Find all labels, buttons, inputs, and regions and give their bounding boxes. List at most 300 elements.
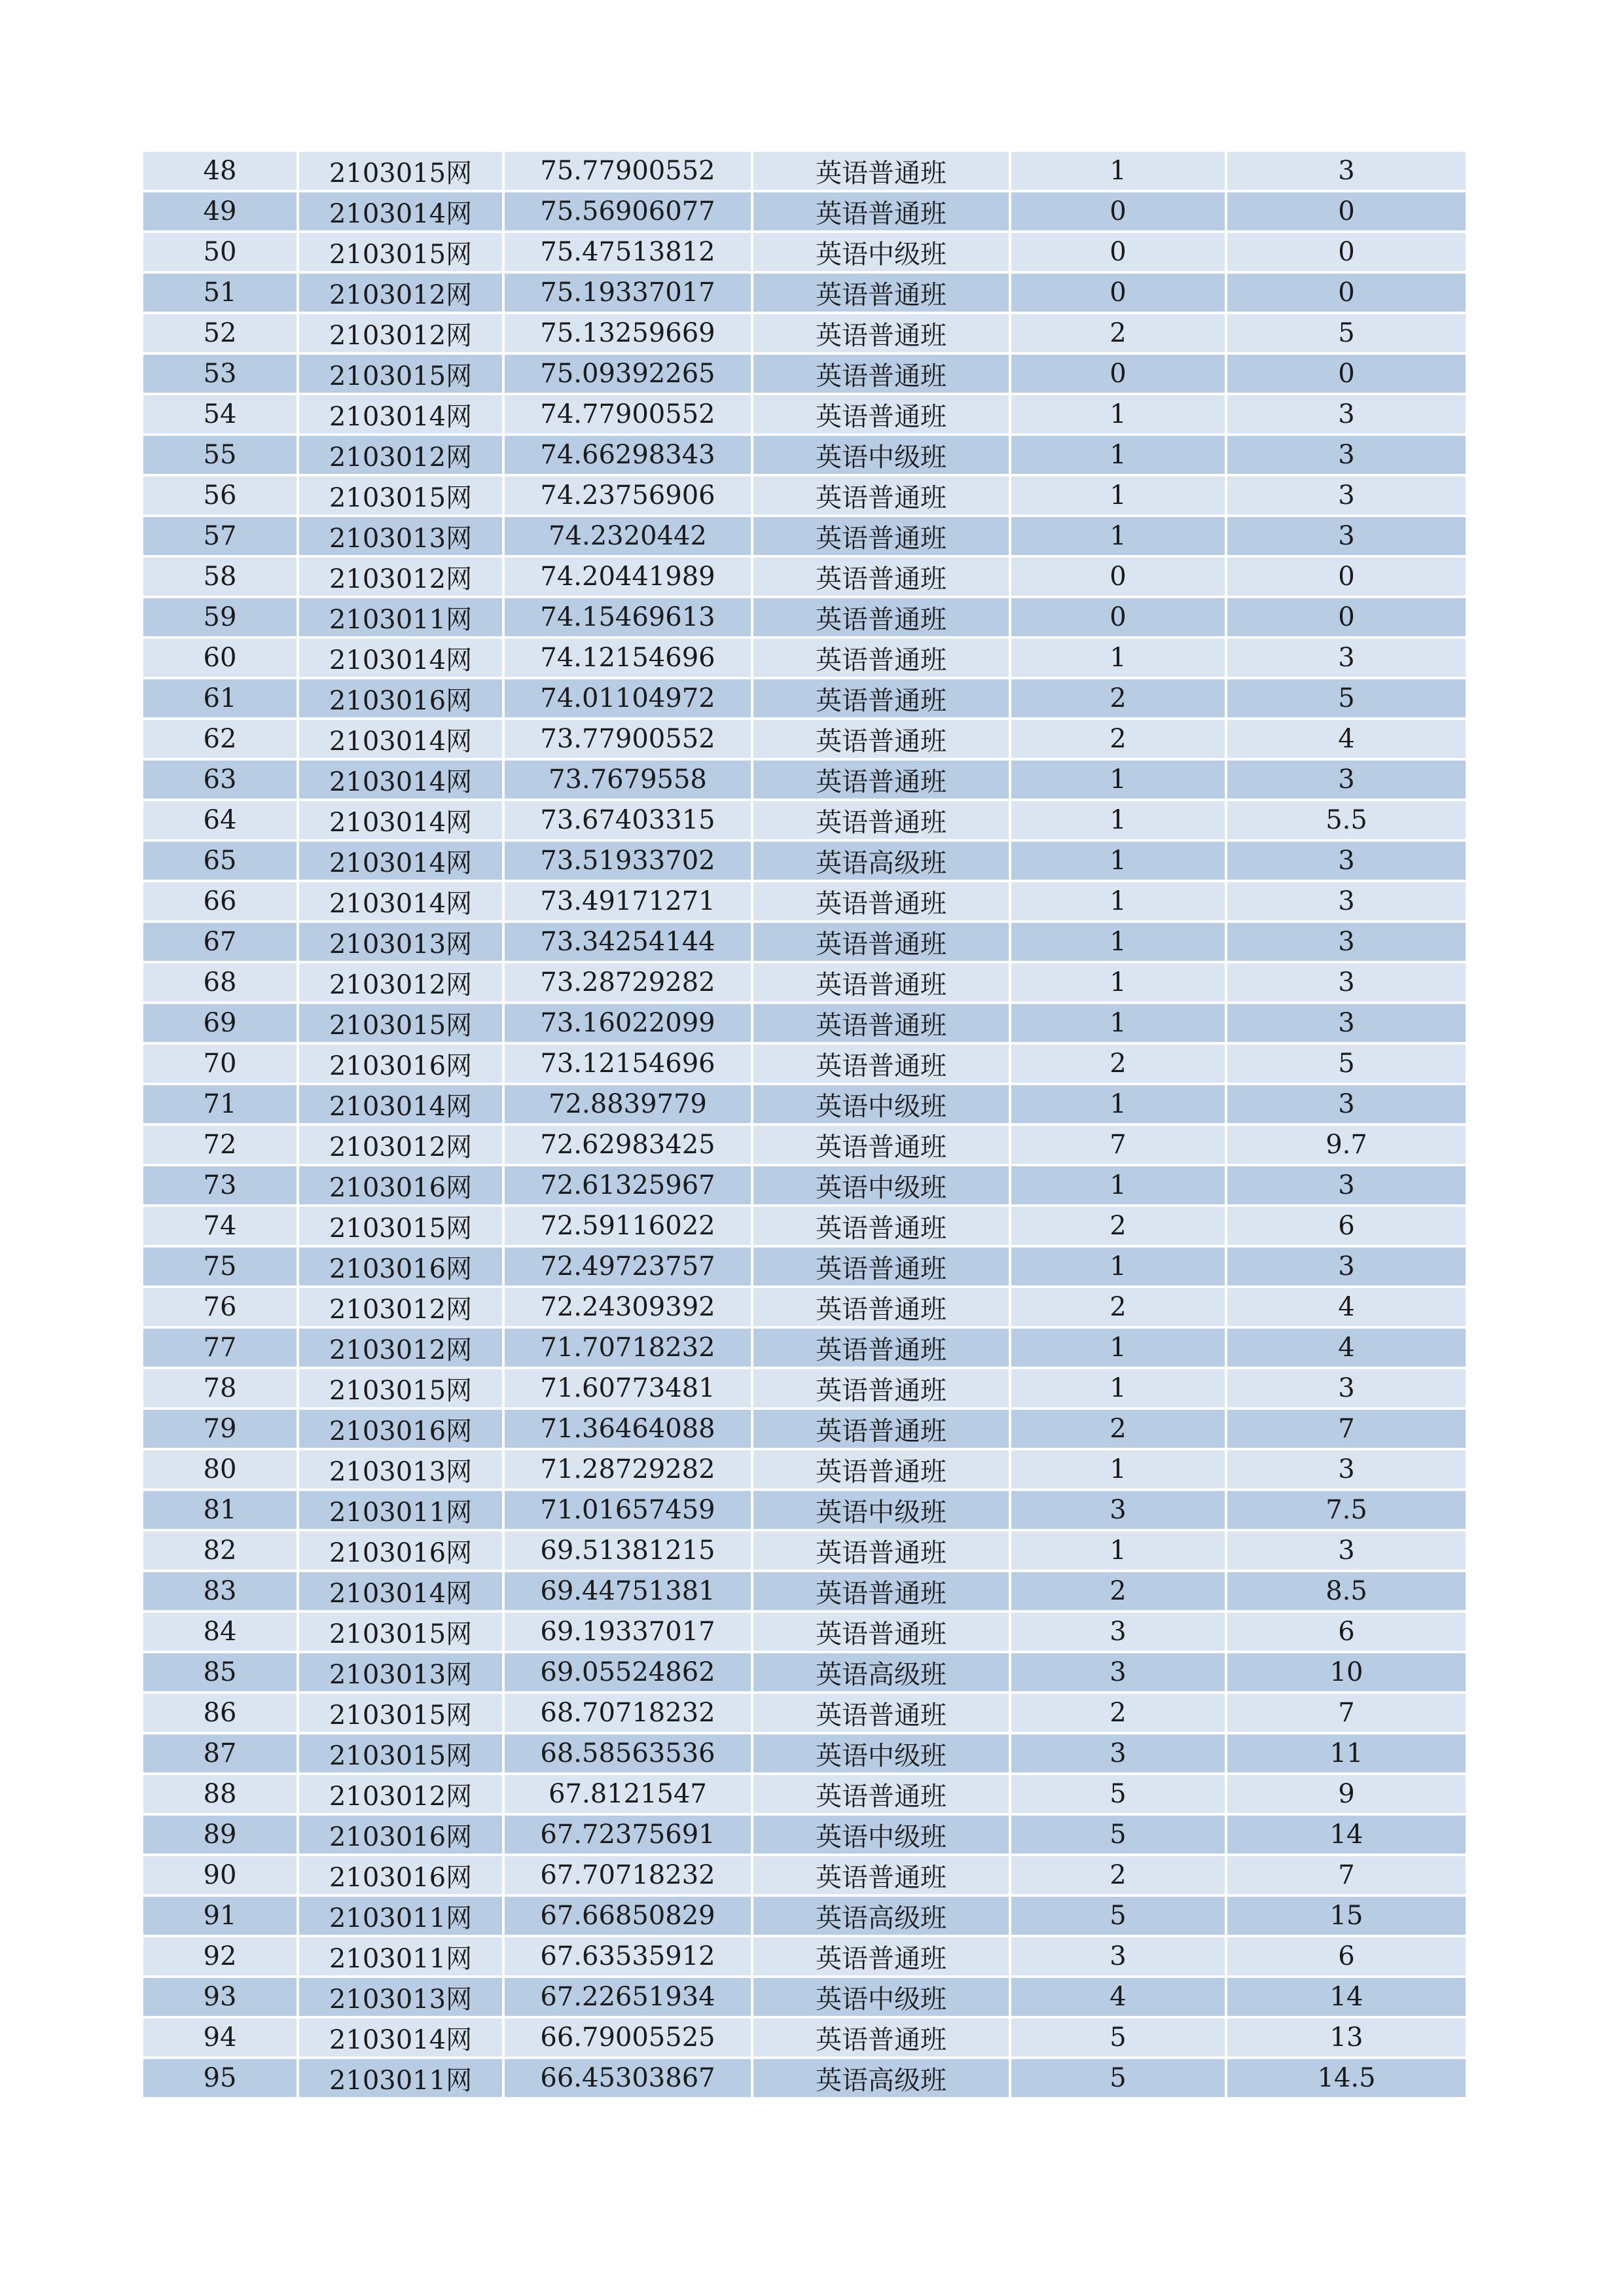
score-cell: 66.45303867 [505,2059,751,2097]
rank-cell: 55 [143,436,297,474]
score-cell: 71.60773481 [505,1369,751,1407]
score-cell: 67.70718232 [505,1856,751,1894]
count-cell: 1 [1011,923,1225,961]
points-cell: 3 [1227,882,1466,920]
class-id-cell: 2103016网 [299,1166,502,1204]
table-row [143,436,1466,474]
points-cell: 10 [1227,1653,1466,1691]
points-cell: 4 [1227,1288,1466,1326]
table-row [143,1816,1466,1854]
table-row [143,355,1466,393]
english-level-cell: 英语普通班 [753,679,1009,717]
count-cell: 1 [1011,1450,1225,1488]
english-level-cell: 英语普通班 [753,720,1009,758]
count-cell: 7 [1011,1126,1225,1164]
score-cell: 67.63535912 [505,1937,751,1975]
table-row [143,1410,1466,1448]
rank-cell: 75 [143,1247,297,1285]
count-cell: 3 [1011,1937,1225,1975]
table-row [143,395,1466,433]
class-id-cell: 2103014网 [299,2018,502,2056]
class-id-cell: 2103015网 [299,233,502,271]
class-id-cell: 2103014网 [299,192,502,230]
table-row [143,1572,1466,1610]
class-id-cell: 2103013网 [299,517,502,555]
table-row [143,1775,1466,1813]
class-id-cell: 2103012网 [299,1775,502,1813]
rank-cell: 48 [143,152,297,190]
count-cell: 3 [1011,1491,1225,1529]
points-cell: 9 [1227,1775,1466,1813]
count-cell: 1 [1011,476,1225,514]
rank-cell: 57 [143,517,297,555]
count-cell: 2 [1011,1694,1225,1732]
english-level-cell: 英语普通班 [753,1004,1009,1042]
points-cell: 3 [1227,1450,1466,1488]
rank-cell: 64 [143,801,297,839]
class-id-cell: 2103015网 [299,1613,502,1651]
english-level-cell: 英语普通班 [753,355,1009,393]
class-id-cell: 2103012网 [299,1329,502,1367]
english-level-cell: 英语中级班 [753,233,1009,271]
points-cell: 3 [1227,842,1466,880]
points-cell: 6 [1227,1613,1466,1651]
class-id-cell: 2103015网 [299,1734,502,1772]
points-cell: 7 [1227,1694,1466,1732]
table-row [143,1207,1466,1245]
class-id-cell: 2103016网 [299,1532,502,1570]
table-row [143,639,1466,677]
table-row [143,1247,1466,1285]
count-cell: 0 [1011,233,1225,271]
points-cell: 3 [1227,963,1466,1001]
english-level-cell: 英语普通班 [753,801,1009,839]
table-row [143,1329,1466,1367]
english-level-cell: 英语普通班 [753,1288,1009,1326]
rank-cell: 86 [143,1694,297,1732]
points-cell: 15 [1227,1897,1466,1935]
english-level-cell: 英语普通班 [753,395,1009,433]
english-level-cell: 英语普通班 [753,2018,1009,2056]
count-cell: 2 [1011,1045,1225,1083]
table-row [143,1856,1466,1894]
table-body [143,152,1466,2097]
table-row [143,1085,1466,1123]
table-row [143,192,1466,230]
count-cell: 1 [1011,517,1225,555]
table-row [143,1045,1466,1083]
score-cell: 69.19337017 [505,1613,751,1651]
table-row [143,152,1466,190]
count-cell: 2 [1011,1856,1225,1894]
count-cell: 3 [1011,1613,1225,1651]
table-row [143,2018,1466,2056]
english-level-cell: 英语中级班 [753,436,1009,474]
table-row [143,1897,1466,1935]
score-cell: 72.24309392 [505,1288,751,1326]
english-level-cell: 英语普通班 [753,1450,1009,1488]
score-cell: 73.12154696 [505,1045,751,1083]
points-cell: 3 [1227,1085,1466,1123]
score-cell: 73.16022099 [505,1004,751,1042]
rank-cell: 50 [143,233,297,271]
score-cell: 73.34254144 [505,923,751,961]
class-id-cell: 2103012网 [299,436,502,474]
rank-cell: 78 [143,1369,297,1407]
class-id-cell: 2103015网 [299,1004,502,1042]
score-cell: 74.77900552 [505,395,751,433]
count-cell: 1 [1011,842,1225,880]
table-row [143,923,1466,961]
rank-cell: 65 [143,842,297,880]
rank-cell: 83 [143,1572,297,1610]
points-cell: 4 [1227,1329,1466,1367]
english-level-cell: 英语普通班 [753,1247,1009,1285]
points-cell: 7 [1227,1856,1466,1894]
count-cell: 1 [1011,1166,1225,1204]
count-cell: 2 [1011,679,1225,717]
table-row [143,517,1466,555]
english-level-cell: 英语普通班 [753,558,1009,596]
count-cell: 0 [1011,192,1225,230]
points-cell: 5 [1227,1045,1466,1083]
table-row [143,233,1466,271]
table-row [143,1694,1466,1732]
table-row [143,1450,1466,1488]
english-level-cell: 英语普通班 [753,192,1009,230]
points-cell: 3 [1227,1532,1466,1570]
english-level-cell: 英语普通班 [753,1045,1009,1083]
points-cell: 9.7 [1227,1126,1466,1164]
score-cell: 74.2320442 [505,517,751,555]
rank-cell: 82 [143,1532,297,1570]
count-cell: 1 [1011,1369,1225,1407]
table-row [143,476,1466,514]
points-cell: 3 [1227,476,1466,514]
class-id-cell: 2103014网 [299,395,502,433]
score-cell: 68.58563536 [505,1734,751,1772]
table-row [143,1937,1466,1975]
class-id-cell: 2103016网 [299,1856,502,1894]
english-level-cell: 英语高级班 [753,1897,1009,1935]
score-cell: 75.09392265 [505,355,751,393]
rank-cell: 88 [143,1775,297,1813]
rank-cell: 69 [143,1004,297,1042]
class-id-cell: 2103014网 [299,882,502,920]
points-cell: 0 [1227,598,1466,636]
rank-cell: 58 [143,558,297,596]
score-cell: 73.49171271 [505,882,751,920]
class-id-cell: 2103014网 [299,801,502,839]
table-row [143,1126,1466,1164]
rank-cell: 80 [143,1450,297,1488]
english-level-cell: 英语普通班 [753,1207,1009,1245]
rank-cell: 84 [143,1613,297,1651]
class-id-cell: 2103015网 [299,355,502,393]
english-level-cell: 英语普通班 [753,1369,1009,1407]
english-level-cell: 英语普通班 [753,761,1009,798]
class-id-cell: 2103012网 [299,1126,502,1164]
count-cell: 1 [1011,395,1225,433]
rank-cell: 94 [143,2018,297,2056]
count-cell: 5 [1011,1816,1225,1854]
english-level-cell: 英语高级班 [753,1653,1009,1691]
rank-cell: 76 [143,1288,297,1326]
points-cell: 3 [1227,1004,1466,1042]
english-level-cell: 英语普通班 [753,1613,1009,1651]
points-cell: 3 [1227,152,1466,190]
class-id-cell: 2103012网 [299,558,502,596]
table-row [143,2059,1466,2097]
score-cell: 75.19337017 [505,274,751,312]
class-id-cell: 2103014网 [299,761,502,798]
points-cell: 8.5 [1227,1572,1466,1610]
table-row [143,1532,1466,1570]
english-level-cell: 英语普通班 [753,1937,1009,1975]
count-cell: 1 [1011,1004,1225,1042]
table-row [143,1613,1466,1651]
table-row [143,1491,1466,1529]
class-id-cell: 2103013网 [299,1653,502,1691]
points-cell: 11 [1227,1734,1466,1772]
class-id-cell: 2103012网 [299,1288,502,1326]
rank-cell: 60 [143,639,297,677]
score-cell: 75.77900552 [505,152,751,190]
table-row [143,1978,1466,2016]
count-cell: 5 [1011,2059,1225,2097]
rank-cell: 91 [143,1897,297,1935]
english-level-cell: 英语中级班 [753,1816,1009,1854]
rank-cell: 77 [143,1329,297,1367]
points-cell: 14 [1227,1816,1466,1854]
score-cell: 67.22651934 [505,1978,751,2016]
points-cell: 14 [1227,1978,1466,2016]
english-level-cell: 英语中级班 [753,1085,1009,1123]
points-cell: 5.5 [1227,801,1466,839]
english-level-cell: 英语普通班 [753,314,1009,352]
rank-cell: 53 [143,355,297,393]
table-row [143,720,1466,758]
points-cell: 0 [1227,558,1466,596]
score-cell: 71.70718232 [505,1329,751,1367]
rank-cell: 81 [143,1491,297,1529]
score-cell: 66.79005525 [505,2018,751,2056]
table-row [143,598,1466,636]
class-id-cell: 2103011网 [299,1897,502,1935]
class-id-cell: 2103014网 [299,639,502,677]
score-cell: 67.66850829 [505,1897,751,1935]
score-cell: 72.62983425 [505,1126,751,1164]
class-id-cell: 2103012网 [299,314,502,352]
class-id-cell: 2103016网 [299,1816,502,1854]
rank-cell: 49 [143,192,297,230]
points-cell: 3 [1227,1166,1466,1204]
score-cell: 74.12154696 [505,639,751,677]
rank-cell: 85 [143,1653,297,1691]
count-cell: 2 [1011,1207,1225,1245]
points-cell: 3 [1227,639,1466,677]
table-row [143,1734,1466,1772]
english-level-cell: 英语中级班 [753,1978,1009,2016]
count-cell: 3 [1011,1653,1225,1691]
count-cell: 0 [1011,355,1225,393]
score-cell: 67.8121547 [505,1775,751,1813]
rank-cell: 61 [143,679,297,717]
class-id-cell: 2103011网 [299,1491,502,1529]
table-row [143,558,1466,596]
english-level-cell: 英语普通班 [753,963,1009,1001]
rank-cell: 59 [143,598,297,636]
points-cell: 0 [1227,274,1466,312]
english-level-cell: 英语中级班 [753,1491,1009,1529]
rank-cell: 66 [143,882,297,920]
score-cell: 73.7679558 [505,761,751,798]
english-level-cell: 英语普通班 [753,517,1009,555]
rank-cell: 54 [143,395,297,433]
points-cell: 0 [1227,233,1466,271]
class-id-cell: 2103015网 [299,476,502,514]
count-cell: 1 [1011,1532,1225,1570]
rank-cell: 90 [143,1856,297,1894]
count-cell: 0 [1011,598,1225,636]
english-level-cell: 英语普通班 [753,923,1009,961]
english-level-cell: 英语中级班 [753,1734,1009,1772]
english-level-cell: 英语普通班 [753,1856,1009,1894]
count-cell: 0 [1011,274,1225,312]
score-cell: 71.28729282 [505,1450,751,1488]
score-cell: 67.72375691 [505,1816,751,1854]
english-level-cell: 英语中级班 [753,1166,1009,1204]
rank-cell: 62 [143,720,297,758]
points-cell: 5 [1227,314,1466,352]
score-cell: 74.15469613 [505,598,751,636]
rank-cell: 68 [143,963,297,1001]
rank-cell: 87 [143,1734,297,1772]
count-cell: 1 [1011,761,1225,798]
class-id-cell: 2103015网 [299,1207,502,1245]
class-id-cell: 2103011网 [299,1937,502,1975]
count-cell: 0 [1011,558,1225,596]
data-table [141,149,1468,2100]
english-level-cell: 英语普通班 [753,1694,1009,1732]
points-cell: 4 [1227,720,1466,758]
class-id-cell: 2103013网 [299,1978,502,2016]
count-cell: 5 [1011,2018,1225,2056]
class-id-cell: 2103014网 [299,842,502,880]
english-level-cell: 英语高级班 [753,842,1009,880]
score-cell: 74.23756906 [505,476,751,514]
class-id-cell: 2103013网 [299,1450,502,1488]
class-id-cell: 2103016网 [299,1247,502,1285]
table-row [143,1288,1466,1326]
score-cell: 75.47513812 [505,233,751,271]
class-id-cell: 2103013网 [299,923,502,961]
score-cell: 73.28729282 [505,963,751,1001]
points-cell: 14.5 [1227,2059,1466,2097]
english-level-cell: 英语普通班 [753,1410,1009,1448]
english-level-cell: 英语普通班 [753,1126,1009,1164]
score-cell: 68.70718232 [505,1694,751,1732]
rank-cell: 56 [143,476,297,514]
count-cell: 3 [1011,1734,1225,1772]
count-cell: 1 [1011,882,1225,920]
points-cell: 13 [1227,2018,1466,2056]
rank-cell: 51 [143,274,297,312]
count-cell: 1 [1011,1085,1225,1123]
rank-cell: 67 [143,923,297,961]
table-row [143,761,1466,798]
english-level-cell: 英语普通班 [753,598,1009,636]
score-cell: 75.13259669 [505,314,751,352]
english-level-cell: 英语普通班 [753,639,1009,677]
class-id-cell: 2103016网 [299,1410,502,1448]
english-level-cell: 英语普通班 [753,882,1009,920]
rank-cell: 52 [143,314,297,352]
english-level-cell: 英语普通班 [753,1532,1009,1570]
english-level-cell: 英语普通班 [753,1329,1009,1367]
count-cell: 1 [1011,1329,1225,1367]
points-cell: 7 [1227,1410,1466,1448]
english-level-cell: 英语普通班 [753,1775,1009,1813]
points-cell: 5 [1227,679,1466,717]
class-id-cell: 2103015网 [299,152,502,190]
points-cell: 3 [1227,1247,1466,1285]
class-id-cell: 2103011网 [299,598,502,636]
rank-cell: 93 [143,1978,297,2016]
points-cell: 3 [1227,517,1466,555]
score-cell: 74.66298343 [505,436,751,474]
table-row [143,274,1466,312]
count-cell: 2 [1011,1410,1225,1448]
points-cell: 7.5 [1227,1491,1466,1529]
class-id-cell: 2103014网 [299,1085,502,1123]
points-cell: 3 [1227,395,1466,433]
points-cell: 3 [1227,761,1466,798]
table-row [143,314,1466,352]
rank-cell: 72 [143,1126,297,1164]
rank-cell: 95 [143,2059,297,2097]
rank-cell: 79 [143,1410,297,1448]
class-id-cell: 2103012网 [299,963,502,1001]
score-cell: 72.49723757 [505,1247,751,1285]
score-cell: 71.01657459 [505,1491,751,1529]
points-cell: 3 [1227,436,1466,474]
count-cell: 2 [1011,720,1225,758]
table-row [143,1369,1466,1407]
score-cell: 72.61325967 [505,1166,751,1204]
class-id-cell: 2103015网 [299,1369,502,1407]
rank-cell: 63 [143,761,297,798]
score-cell: 73.67403315 [505,801,751,839]
count-cell: 2 [1011,314,1225,352]
table-row [143,842,1466,880]
table-row [143,801,1466,839]
score-cell: 75.56906077 [505,192,751,230]
class-id-cell: 2103014网 [299,720,502,758]
count-cell: 1 [1011,1247,1225,1285]
table-row [143,882,1466,920]
score-cell: 72.59116022 [505,1207,751,1245]
rank-cell: 92 [143,1937,297,1975]
count-cell: 4 [1011,1978,1225,2016]
table-row [143,1004,1466,1042]
rank-cell: 71 [143,1085,297,1123]
score-cell: 69.44751381 [505,1572,751,1610]
points-cell: 3 [1227,1369,1466,1407]
score-cell: 74.01104972 [505,679,751,717]
rank-cell: 89 [143,1816,297,1854]
score-cell: 73.51933702 [505,842,751,880]
